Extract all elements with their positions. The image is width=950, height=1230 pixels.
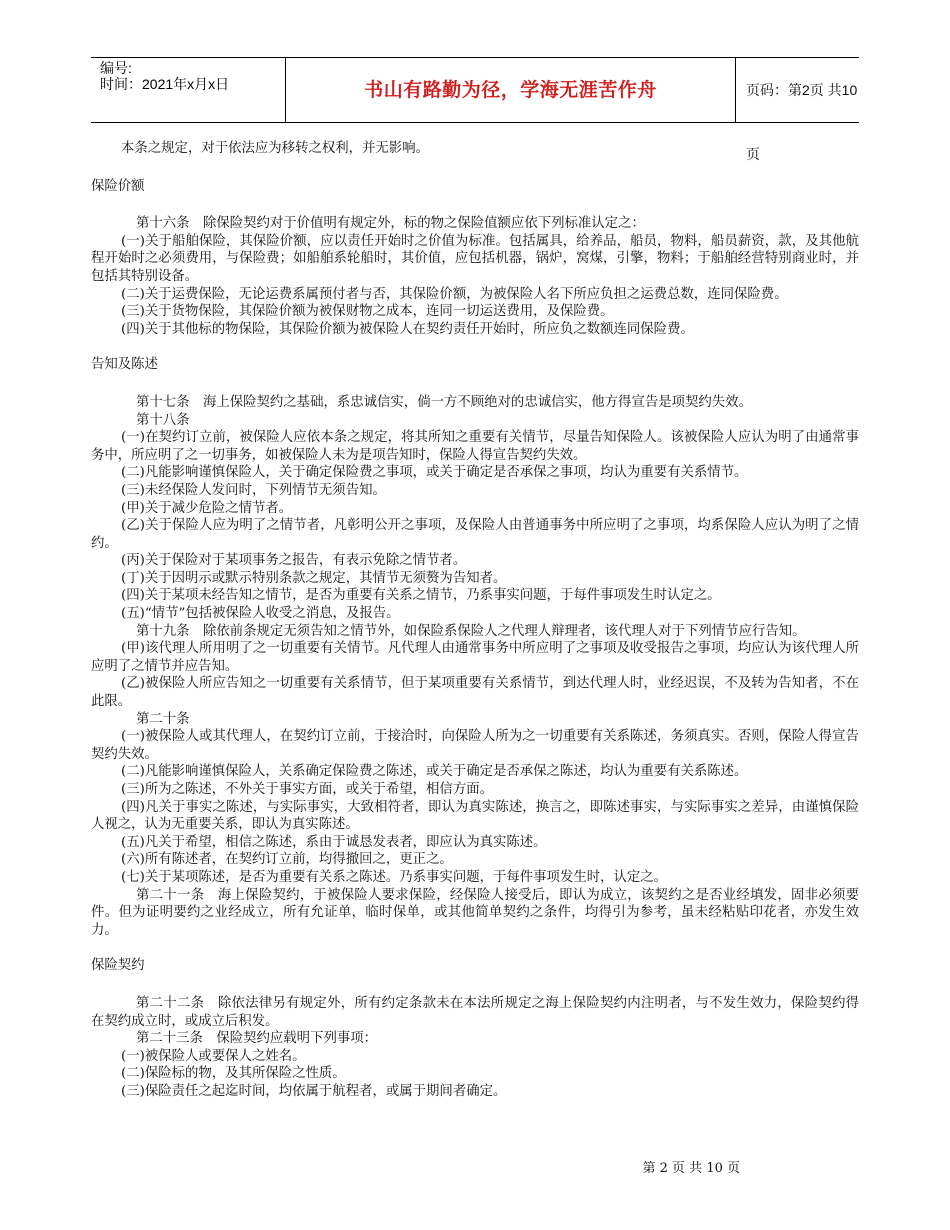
clause: (五)凡关于希望，相信之陈述，系由于诚恳发表者，即应认为真实陈述。 — [121, 834, 547, 850]
page-info: 页码：第2页 共10页 — [746, 82, 858, 162]
article: 第二十条 — [136, 711, 190, 727]
clause: (丙)关于保险对于某项事务之报告，有表示免除之情节者。 — [121, 553, 467, 569]
clause: (丁)关于因明示或默示特别条款之规定，其情节无须赘为告知者。 — [121, 570, 507, 586]
clause: (一)关于船舶保险，其保险价额，应以责任开始时之价值为标准。包括属具，给养品，船员，物料，船员薪资，款，及其他航程开始时之必须费用，与保险费；如船舶系轮船时，其价值，应包括机器，锅炉，窝煤，引擎，物料；于船舶经营特别商业时，并包括其特别设备。 — [91, 233, 859, 284]
header-right-cell — [736, 58, 859, 162]
clause: (三)所为之陈述，不外关于事实方面，或关于希望，相信方面。 — [121, 782, 493, 797]
clause: (一)被保险人或其代理人，在契约订立前，于接洽时，向保险人所为之一切重要有关系陈述，务须真实。否则，保险人得宣告契约失效。 — [91, 729, 859, 762]
clause: (六)所有陈述者，在契约订立前，均得撤回之，更正之。 — [121, 852, 453, 868]
clause: (甲)关于减少危险之情节者。 — [121, 500, 293, 516]
article: 第十七条 海上保险契约之基础，系忠诚信实，倘一方不顾绝对的忠诚信实，他方得宣告是项契约失效。 — [136, 394, 752, 410]
clause: (二)凡能影响谨慎保险人，关于确定保险费之事项，或关于确定是否承保之事项，均认为重要有关系情节。 — [121, 465, 748, 481]
clause: (四)关于其他标的物保险，其保险价额为被保险人在契约责任开始时，所应负之数额连同保险费。 — [121, 321, 694, 337]
article: 第十八条 — [136, 412, 190, 428]
article: 第十六条 除保险契约对于价值明有规定外，标的物之保险值额应依下列标准认定之： — [136, 216, 645, 232]
clause: (二)关于运费保险，无论运费系属预付者与否，其保险价额，为被保险人名下所应负担之运费总数，连同保险费。 — [121, 286, 788, 302]
clause: (五)“情节”包括被保险人收受之消息，及报告。 — [121, 606, 400, 622]
clause: (三)关于货物保险，其保险价额为被保财物之成本，连同一切运送费用，及保险费。 — [121, 304, 614, 320]
clause: (乙)关于保险人应为明了之情节者，凡彰明公开之事项，及保险人由普通事务中所应明了之事项，均系保险人应认为明了之情约。 — [91, 518, 859, 551]
time-label: 时间：2021年x月x日 — [100, 76, 230, 92]
article: 第十九条 除依前条规定无须告知之情节外，如保险系保险人之代理人辩理者，该代理人对于下列情节应行告知。 — [136, 623, 806, 639]
clause: (二)保险标的物，及其所保险之性质。 — [121, 1066, 346, 1082]
clause: (乙)被保险人所应告知之一切重要有关系情节，但于某项重要有关系情节，到达代理人时，业经迟误，不及转为告知者，不在此限。 — [91, 676, 859, 710]
clause: (四)关于某项未经告知之情节，是否为重要有关系之情节，乃系事实问题，于每件事项发生时认定之。 — [121, 588, 721, 604]
serial-label: 编号: — [100, 60, 132, 76]
clause: (一)在契约订立前，被保险人应依本条之规定，将其所知之重要有关情节，尽量告知保险人。该被保险人应认为明了由通常事务中，所应明了之一切事务，如被保险人未为是项告知时，保险人得宣告契约失效。 — [91, 430, 859, 463]
clause: (二)凡能影响谨慎保险人，关系确定保险费之陈述，或关于确定是否承保之陈述，均认为重要有关系陈述。 — [121, 764, 748, 780]
clause: (三)保险责任之起迄时间，均依属于航程者，或属于期间者确定。 — [121, 1083, 507, 1099]
document-body — [91, 140, 859, 1101]
section-heading: 告知及陈述 — [91, 357, 158, 373]
section-heading: 保险价额 — [91, 178, 145, 194]
article: 第二十二条 除依法律另有规定外，所有约定条款未在本法所规定之海上保险契约内注明者，与不发生效力，保险契约得在契约成立时，或成立后积发。 — [91, 995, 859, 1029]
clause: (三)未经保险人发问时，下列情节无须告知。 — [121, 482, 386, 498]
clause: (四)凡关于事实之陈述，与实际事实，大致相符者，即认为真实陈述，换言之，即陈述事实，与实际事实之差异，由谨慎保险人视之，认为无重要关系，即认为真实陈述。 — [91, 799, 859, 833]
motto: 书山有路勤为径，学海无涯苦作舟 — [364, 79, 657, 101]
article: 第二十三条 保险契约应载明下列事项： — [136, 1031, 378, 1047]
header-left-cell — [91, 58, 285, 122]
paragraph: 本条之规定，对于依法应为移转之权利，并无影响。 — [121, 141, 429, 156]
clause: (七)关于某项陈述，是否为重要有关系之陈述。乃系事实问题，于每件事项发生时，认定之。 — [121, 869, 668, 885]
header-motto-cell — [285, 58, 736, 122]
page-footer: 第 2 页 共 10 页 — [642, 1161, 740, 1176]
section-heading: 保险契约 — [91, 958, 145, 974]
clause: (甲)该代理人所用明了之一切重要有关情节。凡代理人由通常事务中所应明了之事项及收受报告之事项，均应认为该代理人所应明了之情节并应告知。 — [91, 641, 859, 674]
article: 第二十一条 海上保险契约，于被保险人要求保险，经保险人接受后，即认为成立，该契约之是否业经填发，固非必须要件。但为证明要约之业经成立，所有允证单，临时保单，或其他简单契约之条件，均得引为参考，虽未经粘贴印花者，亦发生效力。 — [91, 887, 859, 938]
clause: (一)被保险人或要保人之姓名。 — [121, 1048, 306, 1064]
